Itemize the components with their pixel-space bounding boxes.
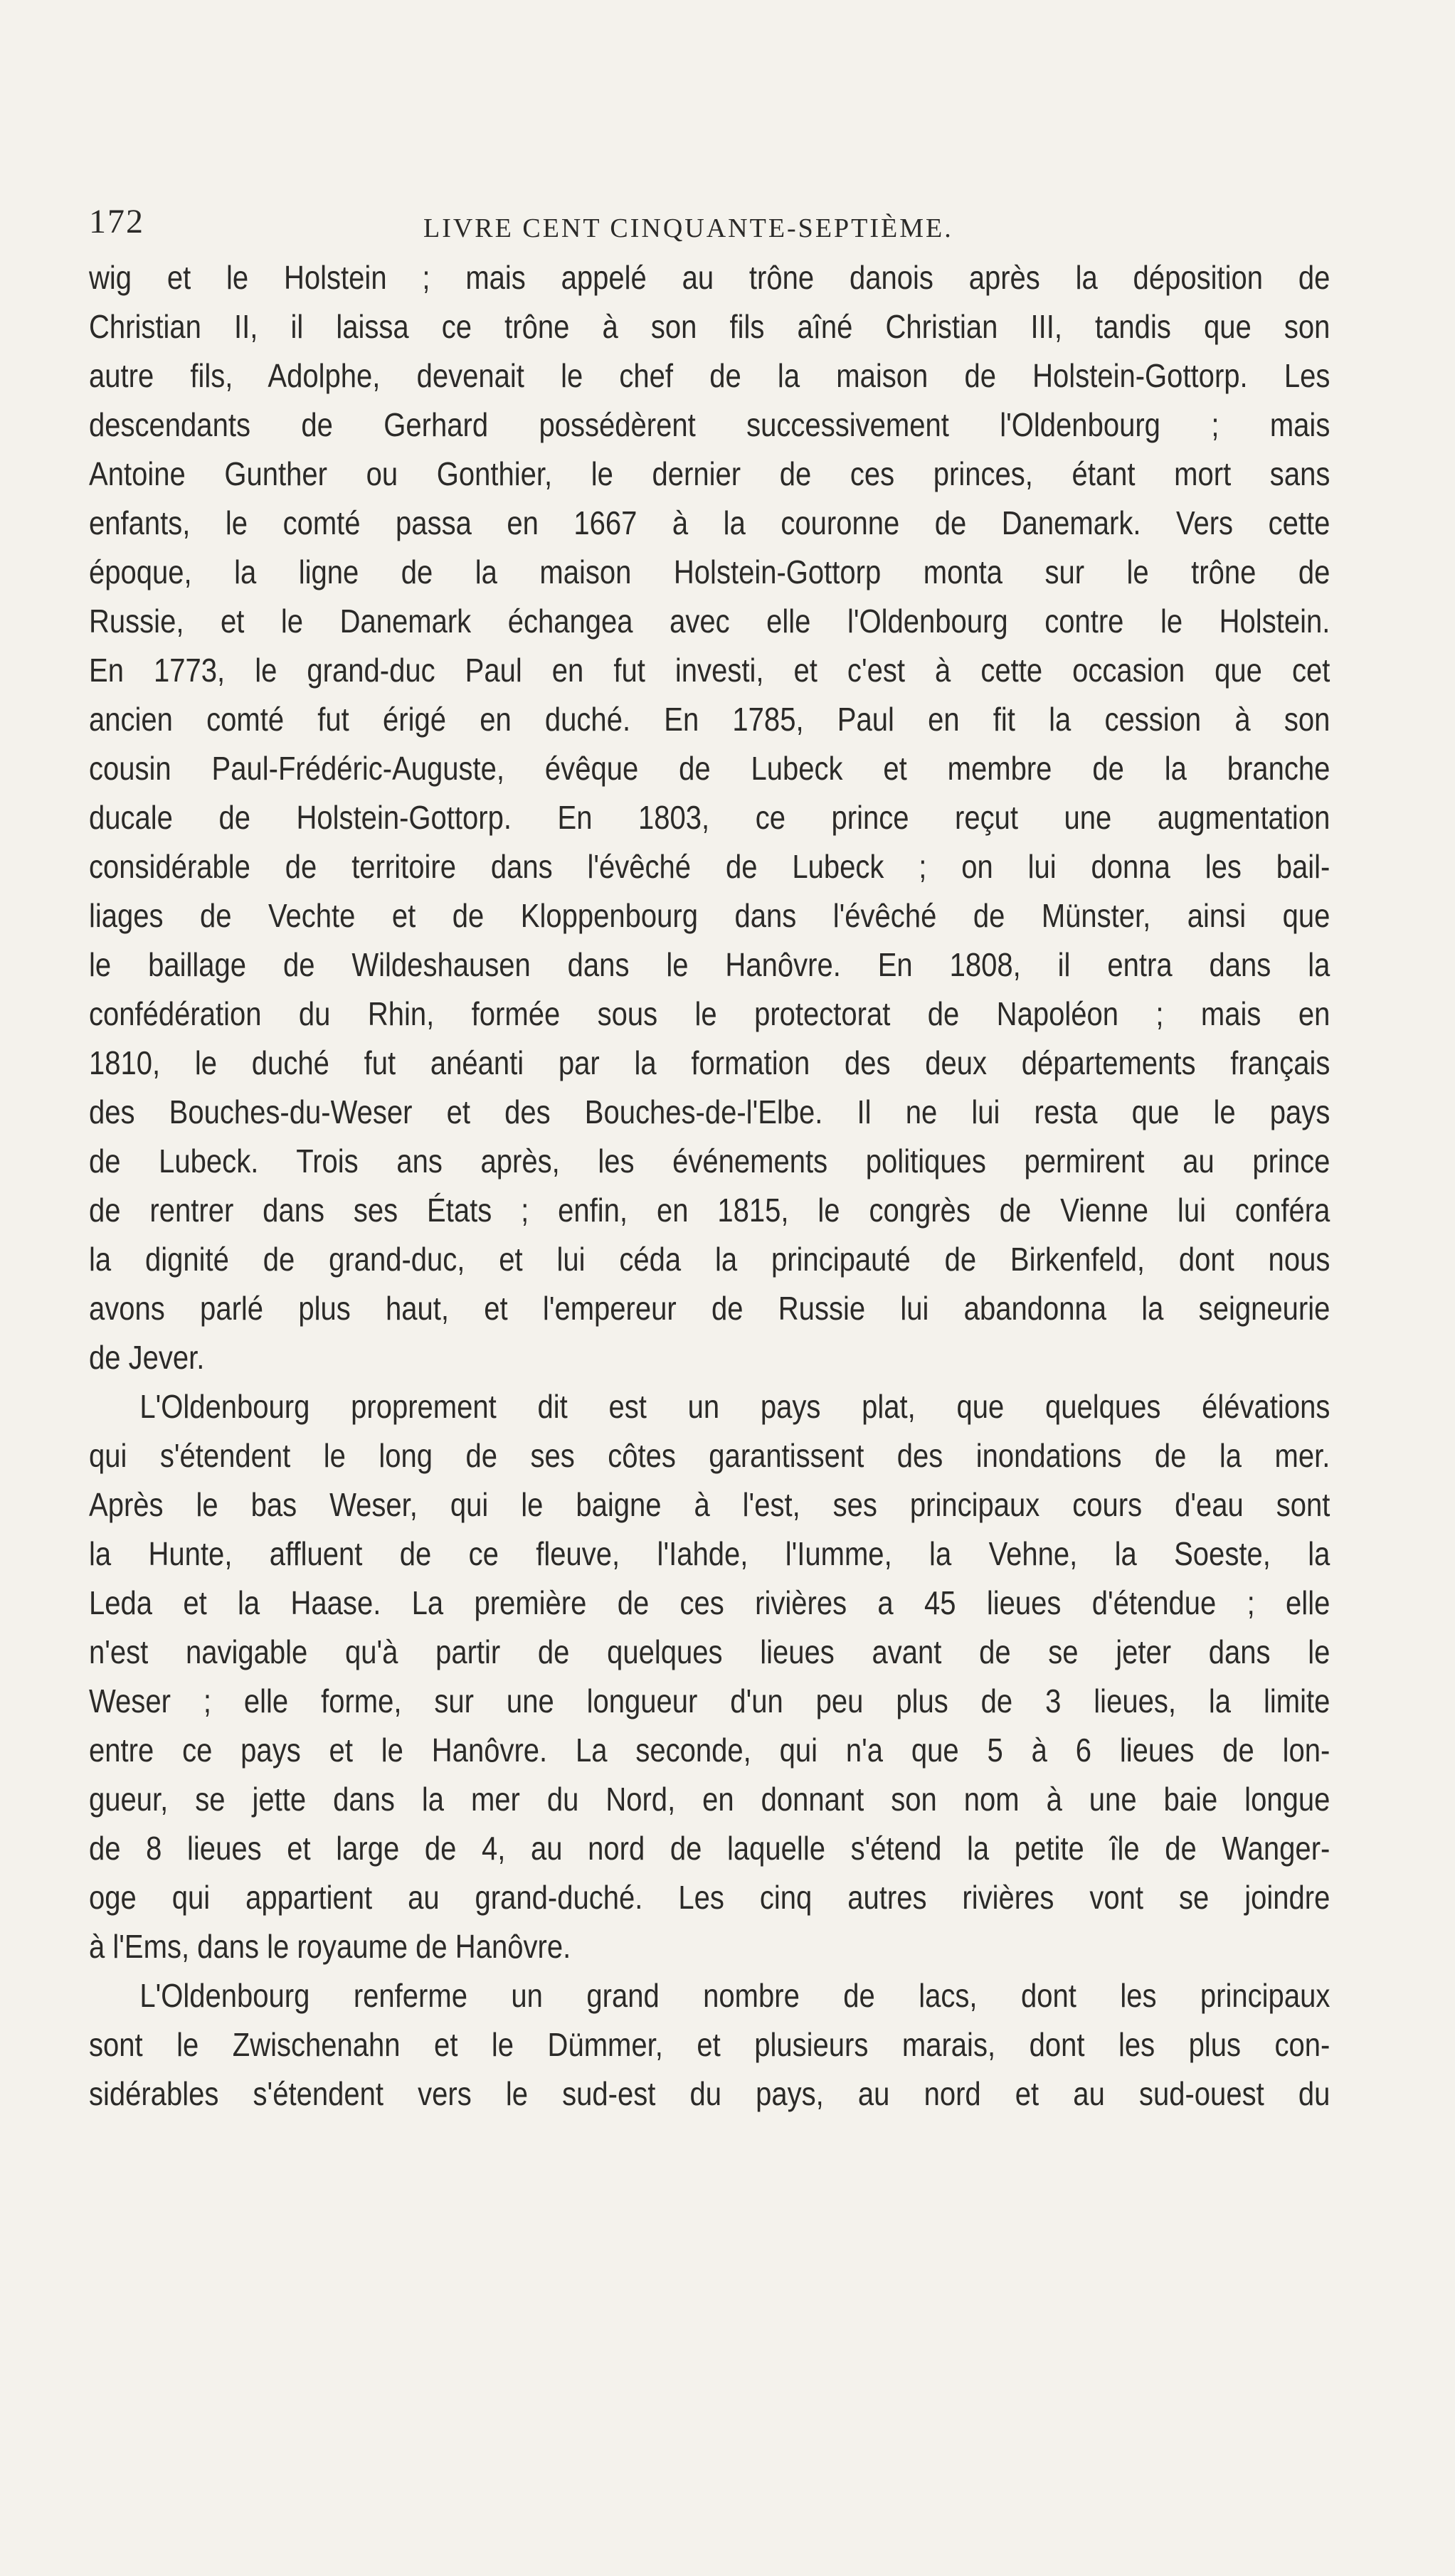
body-text: [89, 253, 1330, 2119]
text-line: Russie, et le Danemark échangea avec elle l'Oldenbourg contre le Holstein.: [89, 603, 1330, 640]
text-line: wig et le Holstein ; mais appelé au trône danois après la déposition de: [89, 259, 1330, 296]
text-line: cousin Paul-Frédéric-Auguste, évêque de Lubeck et membre de la branche: [89, 750, 1330, 787]
text-line: époque, la ligne de la maison Holstein-Gottorp monta sur le trône de: [89, 553, 1330, 590]
text-line: gueur, se jette dans la mer du Nord, en donnant son nom à une baie longue: [89, 1781, 1330, 1818]
page-header: [89, 201, 1330, 250]
text-line: à l'Ems, dans le royaume de Hanôvre.: [89, 1928, 571, 1965]
text-line: n'est navigable qu'à partir de quelques lieues avant de se jeter dans le: [89, 1633, 1330, 1670]
text-line: oge qui appartient au grand-duché. Les cinq autres rivières vont se joindre: [89, 1879, 1330, 1916]
text-line: ancien comté fut érigé en duché. En 1785, Paul en fit la cession à son: [89, 701, 1330, 738]
text-line: Christian II, il laissa ce trône à son fils aîné Christian III, tandis que son: [89, 308, 1330, 345]
paragraph: [89, 1971, 1330, 2119]
text-line: considérable de territoire dans l'évêché de Lubeck ; on lui donna les bail-: [89, 848, 1330, 885]
paragraph: [89, 1382, 1330, 1971]
text-line: le baillage de Wildeshausen dans le Hanôvre. En 1808, il entra dans la: [89, 946, 1330, 983]
paragraph: [89, 253, 1330, 1382]
text-line: L'Oldenbourg proprement dit est un pays plat, que quelques élévations: [139, 1388, 1330, 1425]
text-line: descendants de Gerhard possédèrent successivement l'Oldenbourg ; mais: [89, 406, 1330, 443]
text-line: entre ce pays et le Hanôvre. La seconde, qui n'a que 5 à 6 lieues de lon-: [89, 1732, 1330, 1769]
text-line: sidérables s'étendent vers le sud-est du pays, au nord et au sud-ouest du: [89, 2075, 1330, 2112]
text-line: de Lubeck. Trois ans après, les événements politiques permirent au prince: [89, 1143, 1330, 1180]
text-line: la dignité de grand-duc, et lui céda la principauté de Birkenfeld, dont nous: [89, 1241, 1330, 1278]
text-line: autre fils, Adolphe, devenait le chef de la maison de Holstein-Gottorp. Les: [89, 357, 1330, 394]
text-line: de Jever.: [89, 1339, 205, 1376]
text-line: de rentrer dans ses États ; enfin, en 1815, le congrès de Vienne lui conféra: [89, 1192, 1330, 1229]
text-line: confédération du Rhin, formée sous le protectorat de Napoléon ; mais en: [89, 995, 1330, 1032]
page-number: 172: [89, 203, 144, 240]
text-line: Après le bas Weser, qui le baigne à l'est, ses principaux cours d'eau sont: [89, 1486, 1330, 1523]
text-line: Antoine Gunther ou Gonthier, le dernier de ces princes, étant mort sans: [89, 455, 1330, 492]
text-line: Leda et la Haase. La première de ces rivières a 45 lieues d'étendue ; elle: [89, 1584, 1330, 1621]
text-line: de 8 lieues et large de 4, au nord de laquelle s'étend la petite île de Wanger-: [89, 1830, 1330, 1867]
text-line: enfants, le comté passa en 1667 à la couronne de Danemark. Vers cette: [89, 504, 1330, 541]
text-line: Weser ; elle forme, sur une longueur d'un peu plus de 3 lieues, la limite: [89, 1682, 1330, 1719]
text-line: liages de Vechte et de Kloppenbourg dans l'évêché de Münster, ainsi que: [89, 897, 1330, 934]
running-title: LIVRE CENT CINQUANTE-SEPTIÈME.: [423, 213, 953, 243]
text-line: L'Oldenbourg renferme un grand nombre de lacs, dont les principaux: [139, 1977, 1330, 2014]
text-line: qui s'étendent le long de ses côtes garantissent des inondations de la mer.: [89, 1437, 1330, 1474]
text-line: En 1773, le grand-duc Paul en fut investi, et c'est à cette occasion que cet: [89, 652, 1330, 689]
text-line: avons parlé plus haut, et l'empereur de Russie lui abandonna la seigneurie: [89, 1290, 1330, 1327]
text-line: des Bouches-du-Weser et des Bouches-de-l'Elbe. Il ne lui resta que le pays: [89, 1093, 1330, 1130]
text-line: sont le Zwischenahn et le Dümmer, et plusieurs marais, dont les plus con-: [89, 2026, 1330, 2063]
text-line: la Hunte, affluent de ce fleuve, l'Iahde, l'Iumme, la Vehne, la Soeste, la: [89, 1535, 1330, 1572]
text-line: ducale de Holstein-Gottorp. En 1803, ce prince reçut une augmentation: [89, 799, 1330, 836]
text-line: 1810, le duché fut anéanti par la formation des deux départements français: [89, 1044, 1330, 1081]
